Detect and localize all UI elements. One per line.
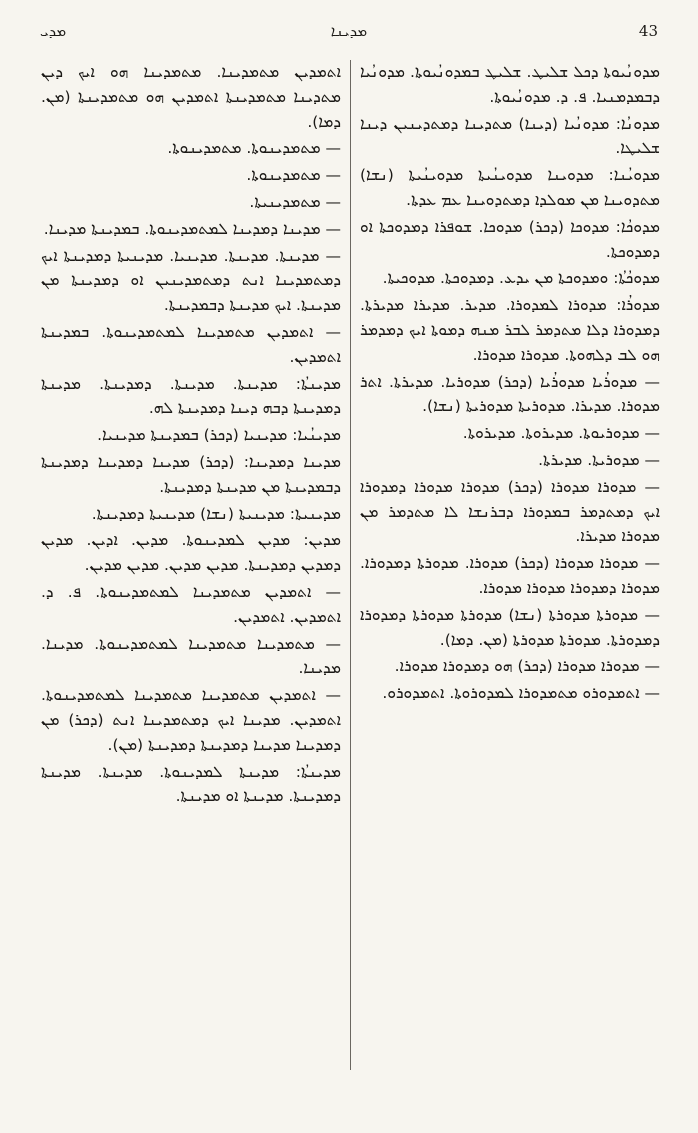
dictionary-entry: — ܡܕܘܪܬܐ ܡܕܘܪܬܐ (ܢܫܐ) ܡܕܘܪܬܐ ܡܕܘܪܬܐ ܕܡܕܘܪܐ ܕܡܕܘܪܬܐ. ܡܕܘܪܬܐ ܡܕܘܪܬܐ (ܡܢ. ܕܡܐ). xyxy=(360,605,660,649)
dictionary-entry: — ܡܕܘܪܐ ܡܕܘܪܐ (ܕܟܪ) ܡܕܘܪܐ ܡܕܘܪܐ ܕܡܕܘܪܐ ܐܝܟ ܕܡܬܕܡܪ ܒܡܕܘܪܐ ܕܒܪܢܫܐ ܠܐ ܡܬܕܡܪ ܡܢ ܡܕܘܪܐ ܡܕܝܪܐ. xyxy=(360,477,660,546)
dictionary-entry: — ܡܕܝܢܐ ܕܡܕܝܢܐ ܠܡܬܡܕܝܢܘܬܐ. ܒܡܕܝܢܬܐ ܡܕܝܢܐ. xyxy=(43,219,341,238)
dictionary-entry: ܡܕܘܟܳܐ: ܡܕܘܟܐ (ܕܟܪ) ܡܕܘܟܐ. ܫܘܦܪܐ ܕܡܕܘܟܬܐ ܐܘ ܕܡܕܘܟܬܐ. xyxy=(360,217,660,261)
dictionary-entry: ܡܕܘܢܳܐ: ܡܕܘܢܳܝܐ (ܕܝܢܐ) ܡܬܕܝܢܐ ܕܡܬܕܝܢܝܢ ܕܝܢܐ ܫܠܝܛܐ. xyxy=(360,114,660,158)
dictionary-entry: ܡܕܝܢܐ ܕܡܕܝܢܐ: (ܕܟܪ) ܡܕܝܢܐ ܕܡܕܝܢܐ ܕܡܕܝܢܬܐ ܕܒܡܕܝܢܬܐ ܡܢ ܡܕܝܢܬܐ ܕܡܕܝܢܬܐ. xyxy=(41,452,341,496)
dictionary-entry: — ܡܕܘܪܳܝܐ ܡܕܘܪܳܝܐ (ܕܟܪ) ܡܕܘܪܝܐ. ܡܕܝܪܬܐ. ܐܬܪ ܡܕܘܪܐ. ܡܕܝܪܐ. ܡܕܘܪܝܬܐ ܡܕܘܪܝܬܐ (ܢܫܐ). xyxy=(360,372,660,416)
dictionary-entry: — ܡܬܡܕܝܢܘܬܐ. xyxy=(246,166,341,185)
running-head-center: ܡܕܝܢܐ xyxy=(330,22,368,40)
dictionary-entry: ܡܕܝܢܳܝܐ: ܡܕܝܢܝܐ (ܕܟܪ) ܒܡܕܝܢܬܐ ܡܕܝܢܝܐ. xyxy=(97,426,341,445)
dictionary-entry: — ܐܬܡܕܘܪܘ ܡܬܡܕܘܪܐ ܠܡܕܘܪܘܬܐ. ܐܬܡܕܘܪܘ. xyxy=(382,684,660,703)
dictionary-entry: — ܡܕܘܪܝܬܐ. ܡܕܝܪܬܐ. xyxy=(538,450,660,469)
dictionary-entry: — ܡܕܝܢܬܐ. ܡܕܝܢܬܐ. ܡܕܝܢܝܐ. ܡܕܝܢܝܬܐ ܕܡܕܝܢܬܐ ܐܝܟ ܕܡܬܡܕܝܢܐ ܐܢܬ ܕܡܬܡܕܝܢܝܢ ܐܘ ܕܡܕܝܢܬܐ ܡܢ ܡܕܝܢܬܐ. ܐܝܟ ܡܕܝܢܬܐ ܕܒܡܕܝܢܬܐ. xyxy=(41,246,341,315)
page-header xyxy=(40,22,658,52)
dictionary-entry: — ܡܬܡܕܝܢܝܬܐ. xyxy=(249,192,341,211)
dictionary-entry: ܡܕܝܢ: ܡܕܝܢ ܠܡܕܝܢܘܬܐ. ܡܕܝܢ. ܐܕܝܢ. ܡܕܝܢ ܕܡܕܝܢ ܕܡܕܝܢܬܐ. ܡܕܝܢ ܡܕܝܢ. ܡܕܝܢ ܡܕܝܢ. xyxy=(41,531,341,575)
dictionary-entry: ܡܕܝܢܝܬܐ: ܡܕܝܢܝܬܐ (ܢܫܐ) ܡܕܝܢܝܬܐ ܕܡܕܝܢܬܐ. xyxy=(91,504,341,523)
dictionary-entry: — ܐܬܡܕܝܢ ܡܬܡܕܝܢܐ ܠܡܬܡܕܝܢܘܬܐ. ܦ. ܕ. ܐܬܡܕܝܢ. ܐܬܡܕܝܢ. xyxy=(41,582,341,626)
dictionary-entry: ܐܬܡܕܝܢ ܡܬܡܕܝܢܐ. ܡܬܡܕܝܢܐ ܗܘ ܐܝܟ ܕܝܢ ܡܬܕܝܢܐ ܡܬܡܕܝܢܬܐ ܐܬܡܕܝܢ ܗܘ ܡܬܡܕܝܢܬܐ (ܡܢ. ܕܡܐ). xyxy=(41,63,341,131)
running-head-left: ܡܕܝ xyxy=(40,22,67,40)
dictionary-entry: ܡܕܘܪܳܐ: ܡܕܘܪܐ ܠܡܕܘܪܐ. ܡܕܝܪ. ܡܕܝܪܐ ܡܕܝܪܬܐ. ܕܡܕܘܪܐ ܕܠܐ ܡܬܕܡܪ ܠܒܪ ܡܢܗ ܕܡܘܬܐ ܐܝܟ ܕܡܕܡܪ ܗܘ ܠܒ ܕܠܗܘܬܐ. ܡܕܘܪܐ ܡܕܘܪܐ. xyxy=(360,296,660,364)
dictionary-entry: — ܡܕܘܪܝܘܬܐ. ܡܕܝܪܘܬܐ. ܡܕܝܪܘܬܐ. xyxy=(462,424,660,443)
right-column xyxy=(360,60,660,1070)
dictionary-entry: — ܡܕܘܪܐ ܡܕܘܪܐ (ܕܟܪ) ܡܕܘܪܐ. ܡܕܘܪܬܐ ܕܡܕܘܪܐ. ܡܕܘܪܐ ܕܡܕܘܪܐ ܡܕܘܪܐ ܡܕܘܪܐ. xyxy=(360,554,660,597)
dictionary-entry: ܡܕܝܢܬܳܐ: ܡܕܝܢܬܐ. ܡܕܝܢܬܐ. ܕܡܕܝܢܬܐ. ܡܕܝܢܬܐ ܕܡܕܝܢܬܐ ܕܒܗ ܕܝܢܐ ܕܡܕܝܢܬܐ ܠܗ. xyxy=(41,374,341,418)
dictionary-entry: ܡܕܝܢܬܳܐ: ܡܕܝܢܬܐ ܠܡܕܝܢܘܬܐ. ܡܕܝܢܬܐ. ܡܕܝܢܬܐ ܕܡܕܝܢܬܐ. ܡܕܝܢܬܐ ܐܘ ܡܕܝܢܬܐ. xyxy=(41,762,341,806)
column-divider xyxy=(350,60,351,1070)
dictionary-entry: — ܡܬܡܕܝܢܐ ܡܬܡܕܝܢܐ ܠܡܬܡܕܝܢܘܬܐ. ܡܕܝܢܐ. ܡܕܝܢܐ. xyxy=(41,634,341,678)
two-column-body xyxy=(40,60,660,1070)
left-column xyxy=(41,60,341,1070)
dictionary-entry: ܡܕܘܢܳܝܘܬܐ ܕܟܠ ܫܠܝܛ. ܫܠܝܛ ܒܡܕܘܢܳܝܘܬܐ. ܡܕܘܢܳܝܐ ܕܒܡܕܡܢܝܐ. ܦ. ܕ. ܡܕܘܢܳܝܘܬܐ. xyxy=(360,63,660,106)
dictionary-entry: ܡܕܘܝܳܢܐ: ܡܕܘܝܢܐ ܡܕܘܝܢܳܝܬܐ ܡܕܘܝܢܳܝܬܐ (ܢܫܐ) ܡܬܕܘܝܢܐ ܡܢ ܡܘܠܕܐ ܕܡܬܕܘܝܢܐ ܥܡ ܥܕܬܐ. xyxy=(360,166,660,209)
dictionary-entry: — ܡܕܘܪܐ ܡܕܘܪܐ (ܕܟܪ) ܗܘ ܕܡܕܘܪܐ ܡܕܘܪܐ. xyxy=(394,657,660,676)
dictionary-entry: — ܡܬܡܕܝܢܘܬܐ. ܡܬܡܕܝܢܘܬܐ. xyxy=(167,139,341,158)
page-number: 43 xyxy=(638,22,658,40)
dictionary-entry: ܡܕܘܟܳܬܳܐ: ܘܡܕܘܟܬܐ ܡܢ ܝܕܥ. ܕܡܕܘܟܬܐ. ܡܕܘܟܝܬܐ. xyxy=(382,269,660,288)
dictionary-entry: — ܐܬܡܕܝܢ ܡܬܡܕܝܢܐ ܠܡܬܡܕܝܢܘܬܐ. ܒܡܕܝܢܬܐ ܐܬܡܕܝܢ. xyxy=(41,322,341,366)
dictionary-entry: — ܐܬܡܕܝܢ ܡܬܡܕܝܢܐ ܡܬܡܕܝܢܐ ܠܡܬܡܕܝܢܘܬܐ. ܐܬܡܕܝܢ. ܡܕܝܢܐ ܐܝܟ ܕܡܬܡܕܝܢܐ ܐܢܬ (ܕܟܪ) ܡܢ ܕܡܕܝܢܐ ܡܕܝܢܐ ܕܡܕܝܢܬܐ ܕܡܕܝܢܬܐ (ܡܢ). xyxy=(41,686,341,754)
